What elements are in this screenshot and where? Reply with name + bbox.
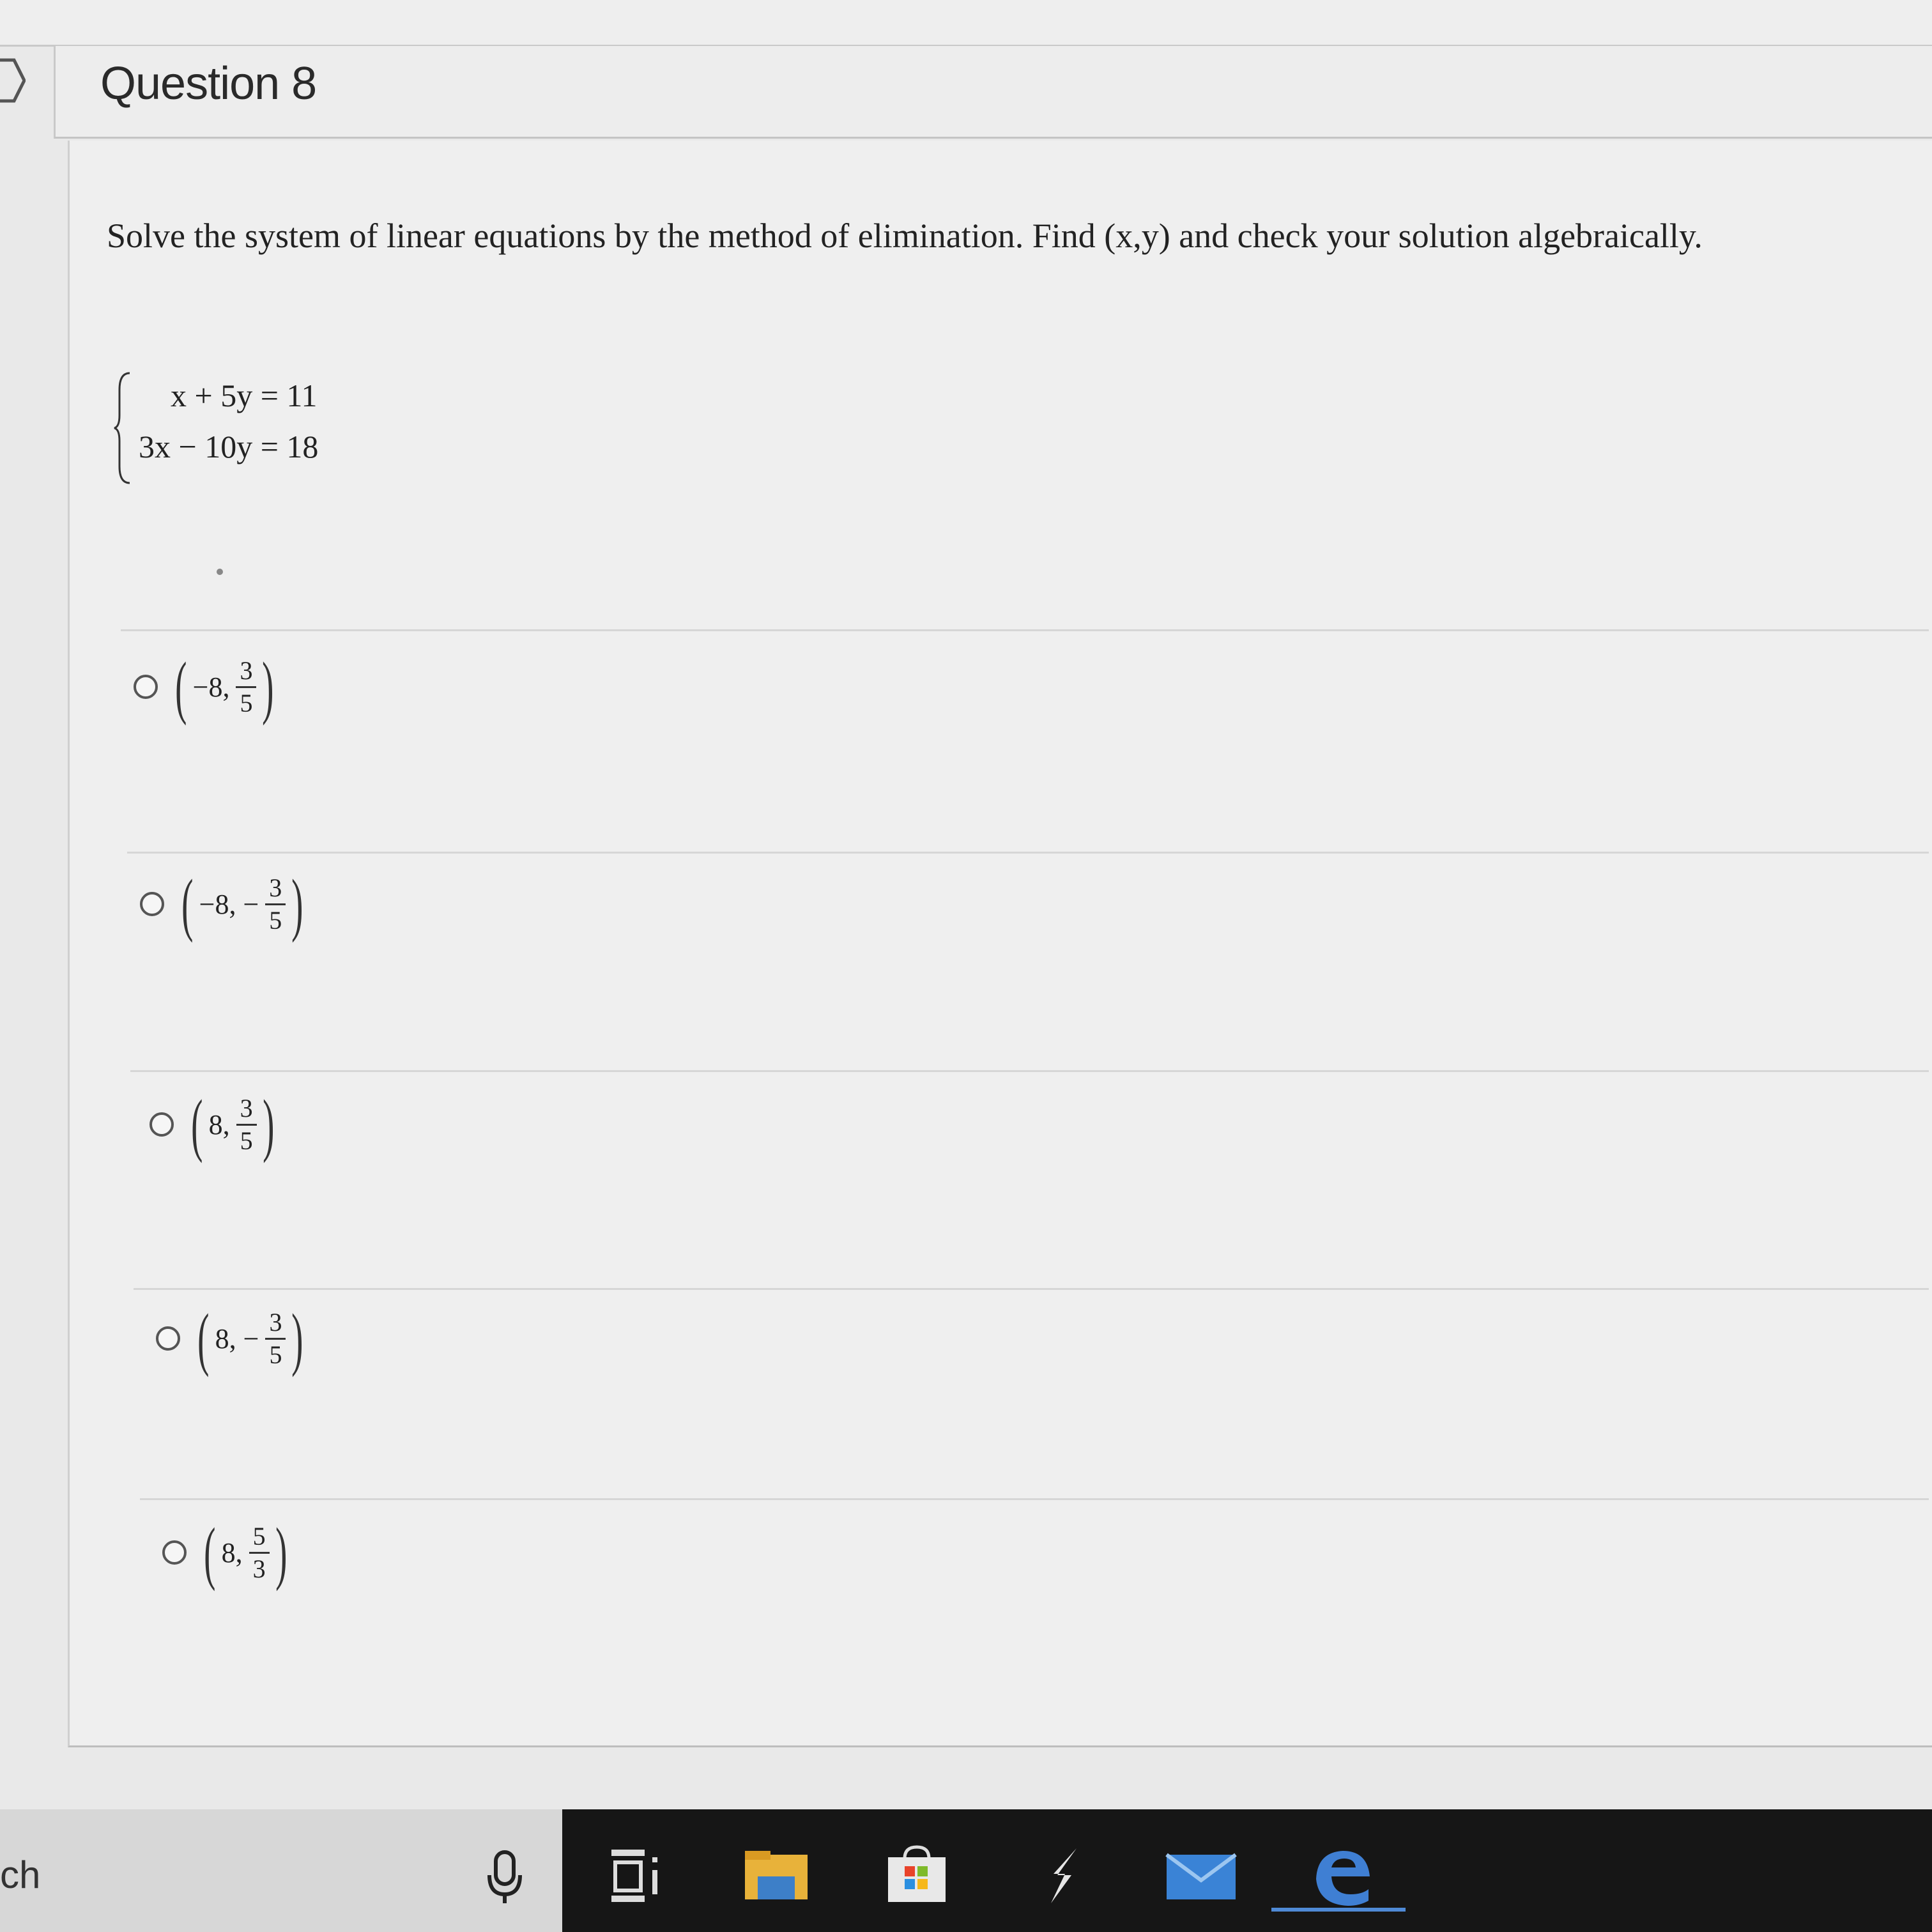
answer-value: ( 8, $\frac{3}{5}$ ) [191, 1085, 275, 1163]
question-body [68, 141, 1932, 1747]
answer-value: ( −8, $\frac{3}{5}$ ) [175, 648, 274, 726]
app-icon[interactable] [1032, 1843, 1096, 1907]
radio-button[interactable] [140, 892, 164, 916]
radio-button[interactable] [150, 1112, 174, 1137]
store-icon[interactable] [882, 1843, 952, 1907]
edge-icon[interactable] [1303, 1843, 1380, 1907]
radio-button[interactable] [162, 1540, 187, 1565]
answer-value: ( 8, $\frac{5}{3}$ ) [204, 1514, 288, 1591]
equation-system [113, 371, 369, 486]
file-explorer-icon[interactable] [741, 1843, 811, 1907]
search-box-label[interactable]: ch [0, 1853, 41, 1896]
microphone-icon[interactable] [473, 1843, 537, 1907]
option-divider [121, 629, 1929, 631]
stray-dot [217, 569, 223, 575]
radio-button[interactable] [156, 1326, 180, 1351]
option-divider [134, 1288, 1929, 1290]
question-header [54, 46, 1932, 139]
answer-value: ( 8, − $\frac{3}{5}$ ) [197, 1300, 303, 1377]
mail-icon[interactable] [1163, 1843, 1239, 1907]
option-divider [130, 1070, 1929, 1072]
answer-option-4[interactable] [156, 1300, 309, 1377]
brace-icon [113, 371, 132, 486]
option-divider [127, 852, 1929, 854]
answer-option-3[interactable] [150, 1085, 280, 1163]
window-top-strip [0, 0, 1932, 47]
question-prompt: Solve the system of linear equations by the method of elimination. Find (x,y) and check your solution algebraically. [107, 217, 1703, 255]
option-divider [140, 1498, 1929, 1500]
answer-value: ( −8, − $\frac{3}{5}$ ) [181, 865, 303, 943]
equation-1: x + 5y = 11 [171, 378, 318, 413]
answer-option-5[interactable] [162, 1514, 293, 1591]
question-title: Question 8 [100, 58, 317, 109]
active-app-indicator [1271, 1908, 1406, 1912]
radio-button[interactable] [134, 675, 158, 699]
task-view-icon[interactable] [604, 1843, 668, 1907]
answer-option-1[interactable] [134, 648, 280, 726]
answer-option-2[interactable] [140, 865, 309, 943]
equation-2: 3x − 10y = 18 [139, 429, 319, 464]
collapse-arrow-icon[interactable] [0, 55, 26, 106]
